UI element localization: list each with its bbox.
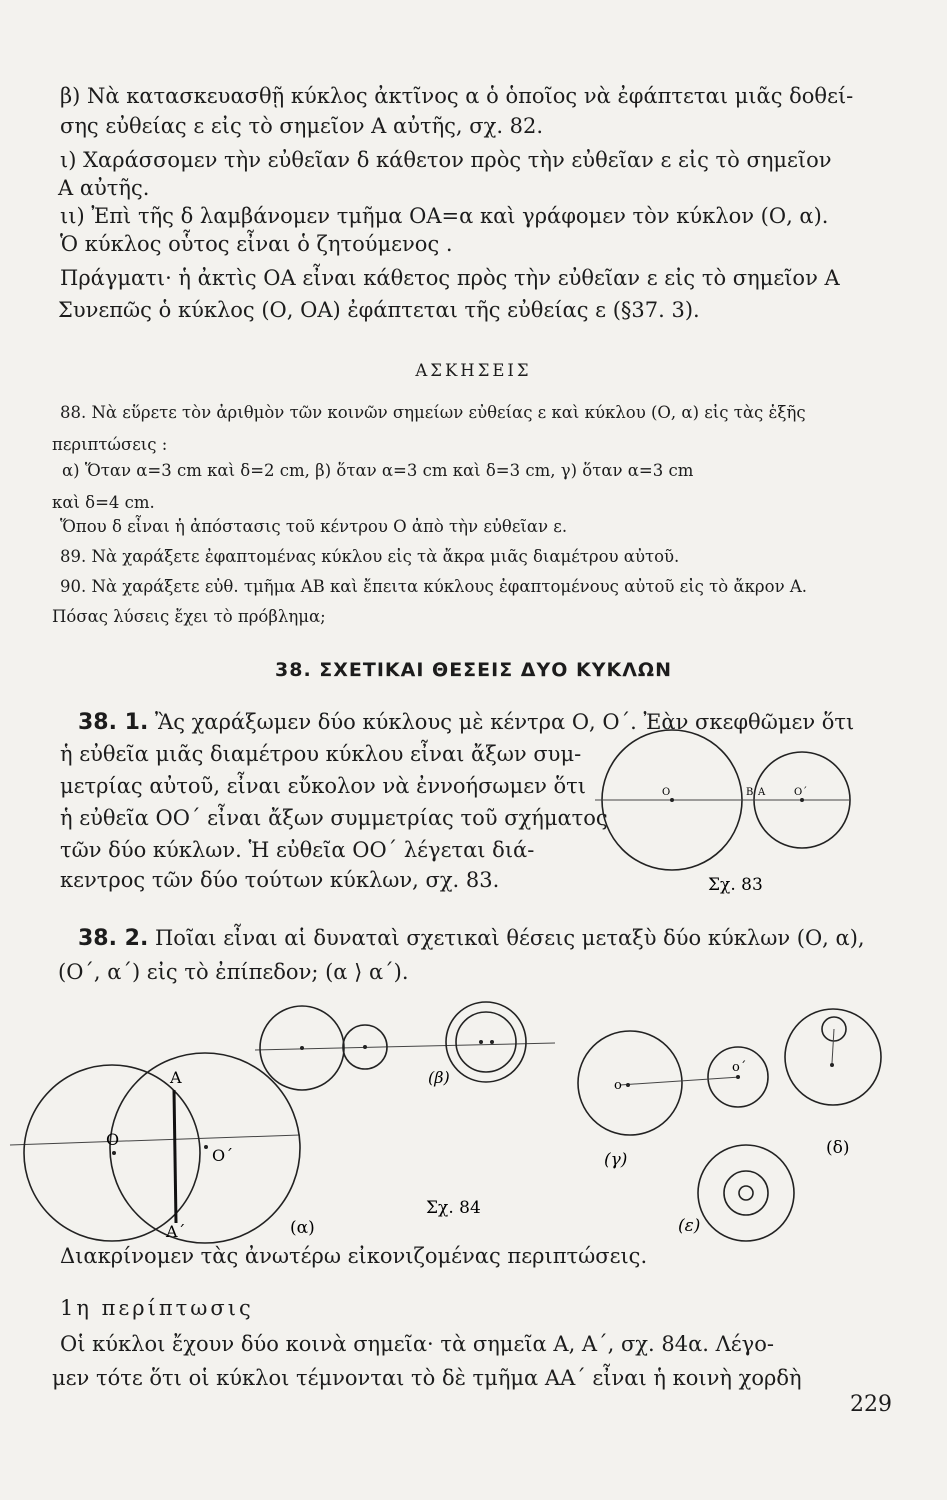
section-heading: 38. ΣΧΕΤΙΚΑΙ ΘΕΣΕΙΣ ΔΥΟ ΚΥΚΛΩΝ bbox=[275, 659, 672, 681]
para-38-1-line-6: κεντρος τῶν δύο τούτων κύκλων, σχ. 83. bbox=[60, 868, 500, 892]
fig84c-label-o: ο bbox=[614, 1078, 622, 1093]
fig84a-label-o: Ο bbox=[106, 1130, 120, 1149]
paragraph-b-line-2: σης εὐθείας ε εἰς τὸ σημεῖον Α αὐτῆς, σχ. 82. bbox=[60, 114, 544, 138]
fig84b-tangent-circles bbox=[255, 1002, 555, 1090]
fig83-label-b: Β bbox=[746, 787, 754, 798]
case-1-line-1: Οἱ κύκλοι ἔχουν δύο κοινὰ σημεῖα· τὰ σημεῖα Α, Α΄, σχ. 84α. Λέγο- bbox=[60, 1332, 774, 1356]
exercise-88-line-3: α) Ὅταν α=3 cm καὶ δ=2 cm, β) ὅταν α=3 cm καὶ δ=3 cm, γ) ὅταν α=3 cm bbox=[62, 461, 694, 480]
para-38-2-line-2: (Ο΄, α΄) εἰς τὸ ἐπίπεδον; (α ⟩ α΄). bbox=[58, 960, 409, 984]
fig84-sublabel-c: (γ) bbox=[604, 1150, 628, 1170]
para-38-1-text: Ἂς χαράξωμεν δύο κύκλους μὲ κέντρα Ο, Ο΄. Ἐὰν σκεφθῶμεν ὅτι bbox=[154, 710, 855, 734]
exercise-90-line-2: Πόσας λύσεις ἔχει τὸ πρόβλημα; bbox=[52, 607, 326, 626]
step-1-line-1: ι) Χαράσσομεν τὴν εὐθεῖαν δ κάθετον πρὸς τὴν εὐθεῖαν ε εἰς τὸ σημεῖον bbox=[60, 148, 832, 172]
para-38-1-line-1 bbox=[78, 708, 854, 737]
proof-line-2: Συνεπῶς ὁ κύκλος (Ο, ΟΑ) ἐφάπτεται τῆς εὐθείας ε (§37. 3). bbox=[58, 298, 700, 322]
case-1-line-2: μεν τότε ὅτι οἱ κύκλοι τέμνονται τὸ δὲ τμῆμα ΑΑ΄ εἶναι ἡ κοινὴ χορδὴ bbox=[52, 1366, 802, 1390]
fig84a-label-a-prime: Α΄ bbox=[166, 1222, 186, 1241]
figure-84 bbox=[0, 1005, 947, 1245]
para-38-1-number: 38. 1. bbox=[78, 710, 149, 735]
case-1-title: 1η περίπτωσις bbox=[60, 1296, 254, 1320]
step-2: ιι) Ἐπὶ τῆς δ λαμβάνομεν τμῆμα ΟΑ=α καὶ γράφομεν τὸν κύκλον (Ο, α). bbox=[60, 204, 829, 228]
para-38-1-line-2: ἡ εὐθεῖα μιᾶς διαμέτρου κύκλου εἶναι ἄξων συμ- bbox=[60, 742, 582, 766]
fig83-center-o bbox=[670, 798, 674, 802]
fig84-sublabel-d: (δ) bbox=[826, 1138, 850, 1158]
fig83-label-a: Α bbox=[758, 787, 766, 798]
paragraph-b-line-1: β) Νὰ κατασκευασθῇ κύκλος ἀκτῖνος α ὁ ὁποῖος νὰ ἐφάπτεται μιᾶς δοθεί- bbox=[60, 84, 854, 108]
page-number: 229 bbox=[850, 1392, 892, 1417]
fig84c-separate-circles bbox=[578, 1031, 768, 1135]
fig84a-intersecting-circles bbox=[10, 1053, 300, 1243]
exercise-88-line-1: 88. Νὰ εὕρετε τὸν ἀριθμὸν τῶν κοινῶν σημείων εὐθείας ε καὶ κύκλου (Ο, α) εἰς τὰς ἑξῆς bbox=[60, 403, 806, 422]
exercise-88-line-5: Ὅπου δ εἶναι ἡ ἀπόστασις τοῦ κέντρου Ο ἀπὸ τὴν εὐθεῖαν ε. bbox=[60, 517, 568, 536]
exercise-88-line-4: καὶ δ=4 cm. bbox=[52, 493, 155, 512]
fig83-center-o-prime bbox=[800, 798, 804, 802]
para-38-2-text: Ποῖαι εἶναι αἱ δυναταὶ σχετικαὶ θέσεις μεταξὺ δύο κύκλων (Ο, α), bbox=[154, 926, 865, 950]
fig84c-label-o-prime: ο΄ bbox=[732, 1060, 747, 1075]
exercise-90-line-1: 90. Νὰ χαράξετε εὐθ. τμῆμα ΑΒ καὶ ἔπειτα κύκλους ἐφαπτομένους αὐτοῦ εἰς τὸ ἄκρον Α. bbox=[60, 577, 808, 596]
distinguish-cases: Διακρίνομεν τὰς ἀνωτέρω εἰκονιζομένας περιπτώσεις. bbox=[60, 1244, 648, 1268]
proof-line-1: Πράγματι· ἡ ἀκτὶς ΟΑ εἶναι κάθετος πρὸς τὴν εὐθεῖαν ε εἰς τὸ σημεῖον Α bbox=[60, 266, 840, 290]
exercise-89: 89. Νὰ χαράξετε ἐφαπτομένας κύκλου εἰς τὰ ἄκρα μιᾶς διαμέτρου αὐτοῦ. bbox=[60, 547, 680, 566]
figure-83 bbox=[590, 740, 890, 900]
fig84e-concentric-circles bbox=[698, 1145, 794, 1241]
step-1-line-2: Α αὐτῆς. bbox=[58, 176, 150, 200]
fig84-sublabel-a: (α) bbox=[290, 1218, 315, 1238]
para-38-2-number: 38. 2. bbox=[78, 926, 149, 951]
para-38-1-line-5: τῶν δύο κύκλων. Ἡ εὐθεῖα ΟΟ΄ λέγεται διά- bbox=[60, 838, 535, 862]
fig84-sublabel-b: (β) bbox=[428, 1068, 450, 1087]
fig84a-label-a: Α bbox=[170, 1068, 182, 1087]
fig84d-inner-circle bbox=[785, 1009, 881, 1105]
fig83-caption: Σχ. 83 bbox=[708, 875, 763, 895]
exercises-title: ΑΣΚΗΣΕΙΣ bbox=[415, 361, 532, 380]
fig84-sublabel-e: (ε) bbox=[678, 1216, 701, 1236]
fig84-caption: Σχ. 84 bbox=[426, 1198, 481, 1218]
para-38-2-line-1 bbox=[78, 924, 865, 953]
fig84a-label-o-prime: Ο΄ bbox=[212, 1146, 234, 1165]
result-sentence: Ὁ κύκλος οὗτος εἶναι ὁ ζητούμενος . bbox=[60, 232, 453, 256]
fig83-label-o: Ο bbox=[662, 787, 671, 798]
fig83-label-o-prime: Ο΄ bbox=[794, 787, 808, 798]
para-38-1-line-4: ἡ εὐθεῖα ΟΟ΄ εἶναι ἄξων συμμετρίας τοῦ σχήματος bbox=[60, 806, 608, 830]
para-38-1-line-3: μετρίας αὐτοῦ, εἶναι εὔκολον νὰ ἐννοήσωμεν ὅτι bbox=[60, 774, 587, 798]
exercise-88-line-2: περιπτώσεις : bbox=[52, 435, 168, 454]
